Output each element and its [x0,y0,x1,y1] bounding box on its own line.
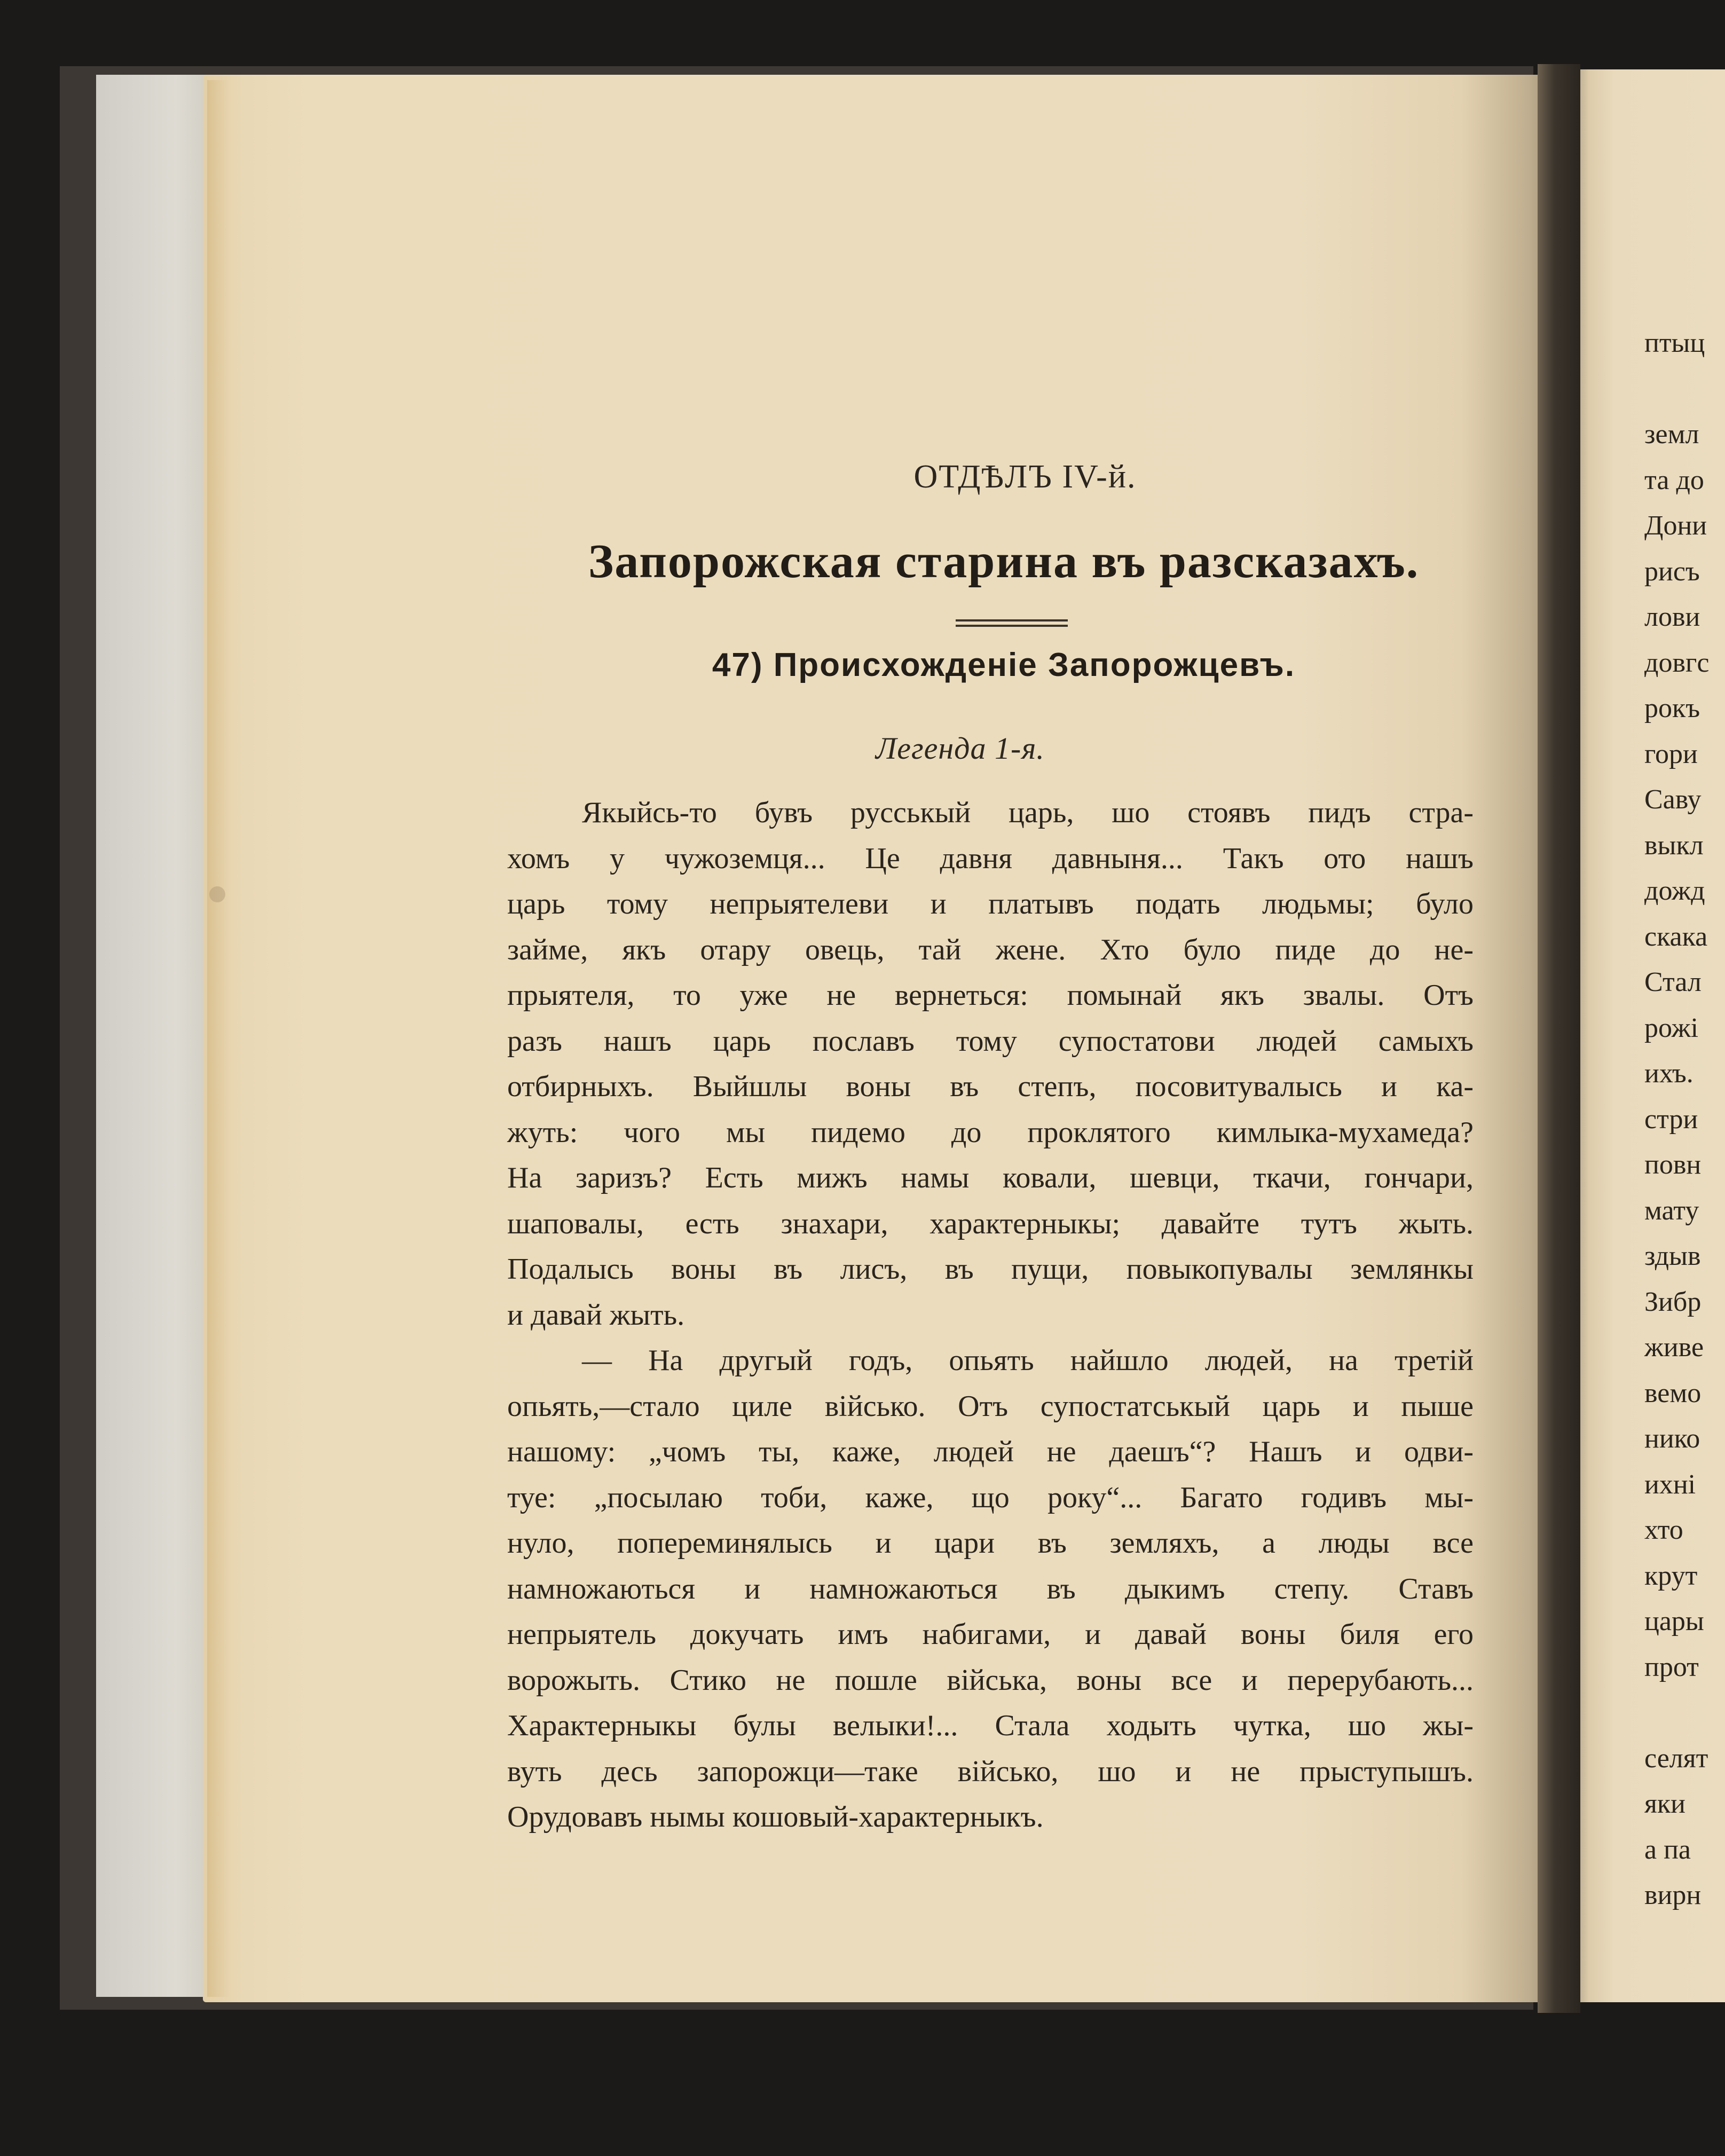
body-line: намножаються и намножаються въ дыкимъ степу. Ставъ [507,1572,1474,1606]
right-page-line-fragment: вемо [1644,1378,1702,1409]
story-body [507,790,1474,1840]
right-page-line-fragment: лови [1644,602,1700,632]
right-page-line-fragment: выкл [1644,830,1704,861]
right-page-line-fragment: птыц [1644,328,1705,358]
body-line: разъ нашъ царь пославъ тому супостатови людей самыхъ [507,1024,1474,1058]
body-line: Орудовавъ нымы кошовый-характерныкъ. [507,1800,1044,1834]
body-line: и давай жыть. [507,1298,685,1332]
right-page-line-fragment: скака [1644,921,1708,952]
book-gutter [1538,64,1580,2013]
body-line: Якыйсь-то бувъ русськый царь, шо стоявъ пидъ стра- [582,796,1474,829]
right-page-line-fragment: ихні [1644,1469,1696,1500]
right-page-text [1644,320,1709,1918]
right-page-line-fragment: Зибр [1644,1286,1702,1317]
right-page-line-fragment: Стал [1644,967,1702,997]
title-rule-bottom [956,625,1068,627]
body-line: — На другый годъ, опьять найшло людей, на третій [582,1344,1474,1377]
right-page-line-fragment: Дони [1644,510,1707,541]
section-heading: ОТДѢЛЪ IV-й. [913,459,1137,495]
left-page-edge [207,80,229,1997]
body-line: отбирныхъ. Выйшлы воны въ степъ, посовитувалысь и ка- [507,1070,1474,1103]
body-line: нуло, попереминялысь и цари въ земляхъ, а люды все [507,1526,1474,1560]
right-page-line-fragment: здыв [1644,1241,1701,1271]
right-page-line-fragment: ихъ. [1644,1058,1694,1089]
right-page-line-fragment: гори [1644,738,1698,769]
right-page-line-fragment: рисъ [1644,556,1700,587]
right-page-line-fragment: хто [1644,1515,1683,1545]
paper-stain [209,886,225,902]
right-page-line-fragment: мату [1644,1195,1699,1226]
right-page-line-fragment: дожд [1644,876,1705,906]
body-line: прыятеля, то уже не вернеться: помынай якъ звалы. Отъ [507,979,1474,1012]
body-line: Характерныкы булы велыки!... Стала ходыть чутка, шо жы- [507,1709,1474,1742]
body-line: вуть десь запорожци—таке військо, шо и не прыступышъ. [507,1754,1474,1788]
right-page-line-fragment: нико [1644,1423,1700,1454]
story-heading: 47) Происхожденіе Запорожцевъ. [712,647,1296,683]
right-page-line-fragment: Саву [1644,784,1702,815]
body-line: нашому: „чомъ ты, каже, людей не даешъ“? Нашъ и одви- [507,1435,1474,1468]
right-page-line-fragment: стри [1644,1104,1698,1135]
right-page-line-fragment: довгс [1644,647,1710,678]
right-page-line-fragment: рокъ [1644,693,1700,723]
title-rule-top [956,619,1068,621]
chapter-title: Запорожская старина въ разсказахъ. [588,535,1420,588]
right-page-line-fragment [1644,1690,1709,1736]
body-line: На заризъ? Есть мижъ намы ковали, шевци, ткачи, гончари, [507,1161,1474,1194]
right-page-line-fragment: яки [1644,1789,1686,1819]
body-line: займе, якъ отару овець, тай жене. Хто було пиде до не- [507,933,1474,966]
body-line: непрыятель докучать имъ набигами, и давай воны биля его [507,1618,1474,1651]
right-page-line-fragment: селят [1644,1743,1708,1774]
right-page-line-fragment [1644,366,1709,412]
right-page-line-fragment: повн [1644,1150,1702,1180]
right-page-line-fragment: прот [1644,1651,1699,1682]
body-line: опьять,—стало циле військо. Отъ супостатськый царь и пыше [507,1389,1474,1423]
body-line: ворожыть. Стико не пошле війська, воны все и перерубають... [507,1663,1474,1697]
body-line: туе: „посылаю тоби, каже, що року“... Багато годивъ мы- [507,1481,1474,1514]
body-line: жуть: чого мы пидемо до проклятого кимлыка-мухамеда? [507,1115,1474,1149]
right-page-line-fragment: живе [1644,1332,1704,1363]
body-line: Подалысь воны въ лисъ, въ пущи, повыкопувалы землянкы [507,1253,1474,1286]
right-page-line-fragment: вирн [1644,1880,1702,1910]
right-page-line-fragment: рожі [1644,1012,1699,1043]
right-page-line-fragment: а па [1644,1834,1691,1865]
right-page-line-fragment: та до [1644,465,1704,495]
right-page-line-fragment: цары [1644,1606,1704,1636]
right-page-line-fragment: земл [1644,419,1699,450]
body-line: хомъ у чужоземця... Це давня давныня... Такъ ото нашъ [507,841,1474,875]
body-line: шаповалы, есть знахари, характерныкы; давайте тутъ жыть. [507,1207,1474,1240]
right-page-line-fragment: крут [1644,1560,1698,1591]
legend-label: Легенда 1-я. [876,731,1045,766]
body-line: царь тому непрыятелеви и платывъ подать людьмы; було [507,887,1474,920]
